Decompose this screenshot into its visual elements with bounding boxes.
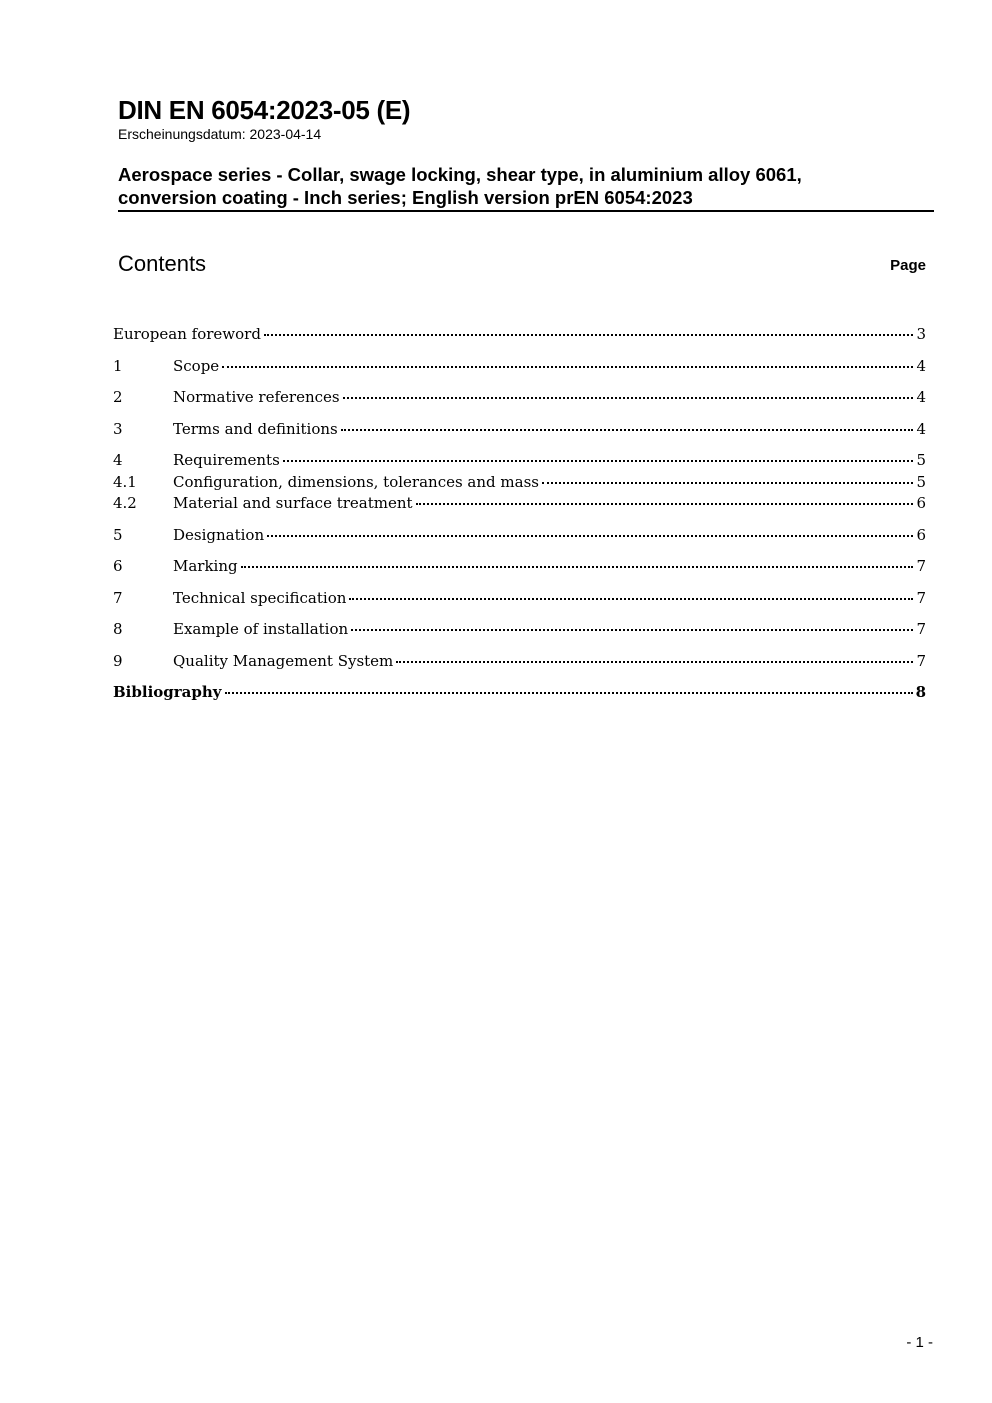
toc-entry-title: Terms and definitions — [173, 420, 338, 438]
toc-entry-number: 6 — [113, 557, 123, 575]
document-title — [118, 163, 908, 209]
toc-entry-page: 8 — [915, 683, 926, 701]
toc-entry-page: 4 — [916, 420, 926, 438]
contents-heading: Contents — [118, 251, 207, 276]
toc-entry-page: 5 — [916, 451, 926, 469]
toc-entry-number: 4.2 — [113, 494, 137, 512]
toc-entry-title: Requirements — [173, 451, 280, 469]
toc-entry-number: 3 — [113, 420, 123, 438]
toc-entry-page: 3 — [916, 325, 926, 343]
toc-dot-leader — [396, 661, 913, 663]
toc-entry-title: Example of installation — [173, 620, 349, 638]
toc-entry-requirements[interactable] — [113, 450, 926, 470]
toc-entry-european-foreword[interactable] — [113, 324, 926, 344]
toc-entry-page: 7 — [916, 652, 926, 670]
toc-entry-material-and-surface-treatment[interactable] — [113, 493, 926, 513]
toc-entry-example-of-installation[interactable] — [113, 619, 926, 639]
toc-entry-technical-specification[interactable] — [113, 588, 926, 608]
publication-date: Erscheinungsdatum: 2023-04-14 — [118, 126, 322, 142]
toc-dot-leader — [351, 629, 913, 631]
toc-dot-leader — [542, 482, 913, 484]
toc-entry-page: 4 — [916, 388, 926, 406]
toc-entry-number: 4 — [113, 451, 123, 469]
title-divider — [118, 210, 934, 212]
toc-entry-title: Designation — [173, 526, 265, 544]
toc-entry-page: 4 — [916, 357, 926, 375]
page-number: - 1 - — [906, 1334, 933, 1351]
toc-entry-number: 5 — [113, 526, 123, 544]
toc-entry-marking[interactable] — [113, 556, 926, 576]
toc-entry-terms-and-definitions[interactable] — [113, 419, 926, 439]
toc-dot-leader — [267, 535, 913, 537]
toc-entry-bibliography[interactable] — [113, 682, 926, 702]
toc-entry-number: 4.1 — [113, 473, 137, 491]
toc-entry-title: Configuration, dimensions, tolerances and mass — [173, 473, 539, 491]
toc-entry-title: European foreword — [113, 325, 261, 343]
toc-entry-title: Scope — [173, 357, 220, 375]
toc-entry-title: Normative references — [173, 388, 340, 406]
toc-entry-page: 5 — [916, 473, 926, 491]
toc-dot-leader — [416, 503, 914, 505]
toc-entry-title: Marking — [173, 557, 238, 575]
toc-dot-leader — [222, 366, 913, 368]
toc-entry-configuration-dimensions[interactable] — [113, 472, 926, 492]
toc-entry-page: 7 — [916, 620, 926, 638]
toc-entry-title: Material and surface treatment — [173, 494, 413, 512]
toc-entry-title: Bibliography — [113, 683, 222, 701]
toc-entry-page: 6 — [916, 494, 926, 512]
toc-entry-normative-references[interactable] — [113, 387, 926, 407]
toc-dot-leader — [264, 334, 914, 336]
toc-dot-leader — [341, 429, 914, 431]
toc-entry-title: Quality Management System — [173, 652, 394, 670]
toc-dot-leader — [343, 397, 914, 399]
toc-entry-title: Technical specification — [173, 589, 347, 607]
toc-dot-leader — [241, 566, 914, 568]
toc-dot-leader — [349, 598, 913, 600]
toc-entry-number: 7 — [113, 589, 123, 607]
toc-entry-number: 1 — [113, 357, 123, 375]
document-id: DIN EN 6054:2023-05 (E) — [118, 95, 411, 125]
toc-entry-scope[interactable] — [113, 356, 926, 376]
toc-entry-number: 9 — [113, 652, 123, 670]
toc-entry-page: 7 — [916, 557, 926, 575]
toc-entry-number: 2 — [113, 388, 123, 406]
page-column-heading: Page — [890, 257, 926, 274]
toc-entry-number: 8 — [113, 620, 123, 638]
document-title-line-2: conversion coating - Inch series; English version prEN 6054:2023 — [118, 187, 693, 208]
toc-dot-leader — [283, 460, 914, 462]
toc-entry-quality-management-system[interactable] — [113, 651, 926, 671]
toc-entry-page: 7 — [916, 589, 926, 607]
toc-entry-designation[interactable] — [113, 525, 926, 545]
document-title-line-1: Aerospace series - Collar, swage locking, shear type, in aluminium alloy 6061, — [118, 164, 802, 185]
toc-dot-leader — [225, 692, 913, 694]
toc-entry-page: 6 — [916, 526, 926, 544]
